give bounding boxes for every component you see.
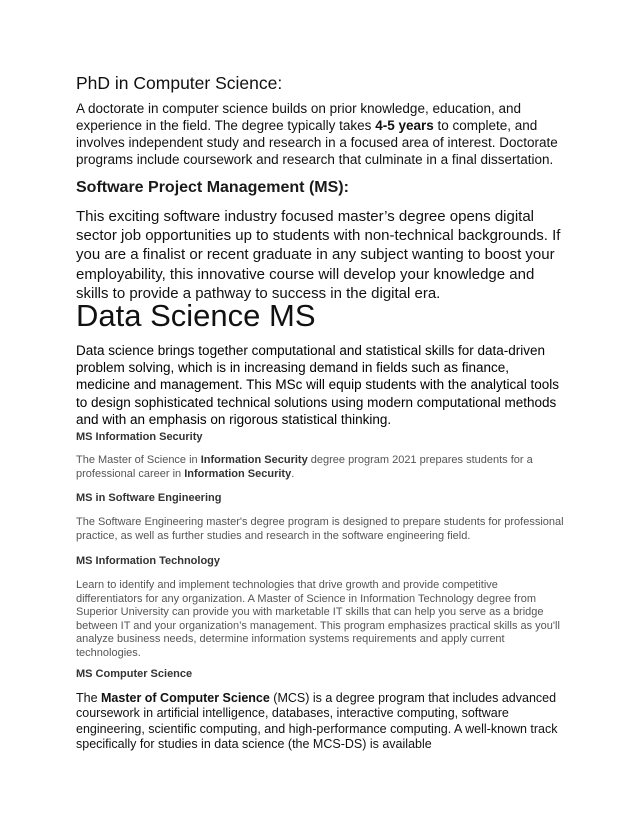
phd-heading: PhD in Computer Science: <box>76 73 283 93</box>
ms-infosec-heading: MS Information Security <box>76 431 203 443</box>
ms-se-heading: MS in Software Engineering <box>76 492 222 504</box>
ms-infosec-paragraph <box>76 454 566 481</box>
spm-paragraph: This exciting software industry focused master’s degree opens digital sector job opportunities up to students with non-technical backgrounds. If you are a finalist or recent graduate in any subject wanting to boost your employability, this innovative course will develop your knowledge and skills to provide a pathway to success in the digital era. <box>76 208 561 302</box>
phd-paragraph <box>76 100 566 168</box>
cs-text-part: (MCS) is a degree program that includes advanced coursework in artificial intelligence, databases, interactive computing, software engineering, scientific computing, and high-performance computing. A well-known track specifically for studies in data science (the MCS-DS) is available <box>76 691 558 751</box>
infosec-bold-term: Information Security <box>184 467 292 480</box>
cs-bold-term: Master of Computer Science <box>101 691 270 705</box>
infosec-text-part: . <box>291 467 295 480</box>
ms-se-paragraph: The Software Engineering master's degree program is designed to prepare students for professional practice, as well as further studies and research in the software engineering field. <box>76 516 564 542</box>
infosec-bold-term: Information Security <box>200 454 308 466</box>
infosec-text-part: degree program 2021 prepares students for a professional career in <box>76 454 533 480</box>
ms-it-heading: MS Information Technology <box>76 555 221 567</box>
phd-text-part: to complete, and involves independent study and research in a focused area of interest. Doctorate programs include coursework and research that culminate in a final dissertation. <box>76 118 558 167</box>
infosec-text-part: The Master of Science in <box>76 454 201 466</box>
data-science-heading: Data Science MS <box>76 298 316 333</box>
cs-text-part: The <box>76 691 102 705</box>
ms-cs-heading: MS Computer Science <box>76 668 193 680</box>
spm-heading: Software Project Management (MS): <box>76 179 349 196</box>
phd-text-part: A doctorate in computer science builds on prior knowledge, education, and experience in the field. The degree typically takes <box>76 101 522 133</box>
data-science-paragraph: Data science brings together computational and statistical skills for data-driven problem solving, which is in increasing demand in fields such as finance, medicine and management. This MSc will equip students with the analytical tools to design sophisticated technical solutions using modern computational methods and with an emphasis on rigorous statistical thinking. <box>76 343 560 427</box>
phd-duration-bold: 4-5 years <box>375 118 434 133</box>
ms-it-paragraph: Learn to identify and implement technologies that drive growth and provide competitive differentiators for any organization. A Master of Science in Information Technology degree from Superior University can provide you with marketable IT skills that can help you serve as a bridge between IT and your organization’s management. This program emphasizes practical skills as you'll analyze business needs, determine information systems requirements and apply current technologies. <box>76 579 560 659</box>
ms-cs-paragraph <box>76 691 566 752</box>
